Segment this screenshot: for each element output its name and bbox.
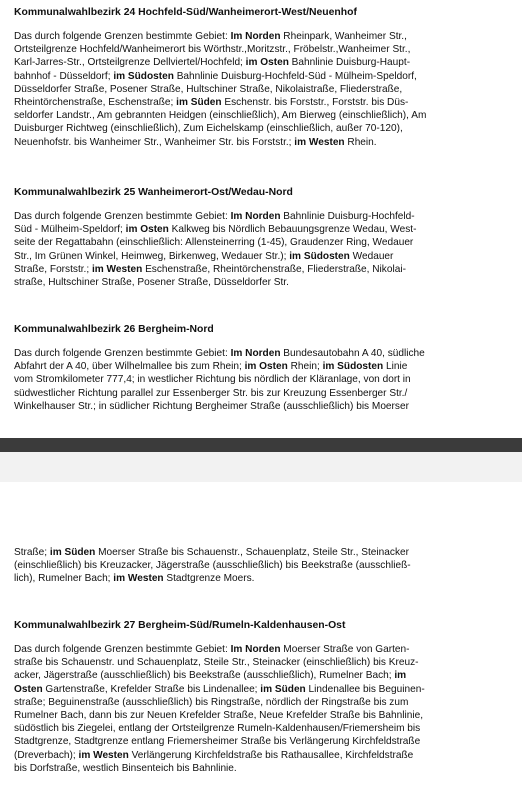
direction-label: im Osten [245, 57, 289, 69]
text-line [14, 722, 425, 735]
text-line [14, 347, 425, 360]
direction-label: im Westen [91, 263, 143, 275]
text-segment: lich), Rumelner Bach; [14, 573, 114, 585]
text-line [14, 735, 425, 748]
text-line [14, 43, 426, 56]
text-segment: Stadtgrenze Moers. [163, 573, 255, 585]
direction-label: im Westen [294, 136, 345, 148]
text-line [14, 56, 426, 69]
text-segment: bis Dorfstraße, westlich Binsenteich bis Bahnlinie. [14, 762, 237, 774]
text-line [14, 683, 425, 696]
section-body [14, 347, 425, 413]
text-segment: Straße, Forststr.; [14, 263, 92, 275]
text-segment: Kalkweg bis Nördlich Bebauungsgrenze Wedau, West- [168, 224, 417, 236]
text-line [14, 559, 411, 572]
page-separator-bar [0, 438, 522, 452]
direction-label: im Westen [113, 573, 164, 585]
text-segment: Eschenstr. bis Forststr., Forststr. bis Düs- [221, 97, 409, 109]
text-segment: vom Stromkilometer 777,4; in westlicher Richtung bis nördlich der Kläranlage, von dort in [14, 374, 411, 386]
direction-label: im Osten [125, 224, 169, 236]
section-title: Kommunalwahlbezirk 26 Bergheim-Nord [14, 324, 214, 335]
direction-label: Im Norden [230, 31, 281, 42]
text-line [14, 210, 416, 223]
direction-label: im Osten [244, 361, 288, 373]
text-segment: Rheinpark, Wanheimer Str., [280, 31, 407, 42]
text-segment: Karl-Jarres-Str., Ortsteilgrenze Dellviertel/Hochfeld; [14, 57, 246, 69]
text-segment: Rheintörchenstraße, Eschenstraße; [14, 97, 177, 109]
text-segment: Düsseldorfer Straße, Posener Straße, Hultschiner Straße, Nikolaistraße, Fliederstraße, [14, 83, 403, 95]
section-26 [14, 323, 425, 413]
text-line [14, 83, 426, 96]
text-segment: Gartenstraße, Krefelder Straße bis Lindenallee; [42, 683, 261, 695]
direction-label: im Süden [176, 97, 222, 109]
text-line [14, 387, 425, 400]
page-bottom [0, 482, 522, 793]
text-line [14, 223, 416, 236]
section-title: Kommunalwahlbezirk 25 Wanheimerort-Ost/Wedau-Nord [14, 187, 293, 198]
direction-label: im Südosten [289, 250, 350, 262]
direction-label: Im Norden [230, 211, 281, 222]
text-segment: Moerser Straße von Garten- [280, 644, 410, 655]
direction-label: im [394, 670, 407, 682]
text-line [14, 70, 426, 83]
text-line [14, 96, 426, 109]
text-segment: Rhein; [287, 361, 323, 373]
text-segment: straße; Beguinenstraße (ausschließlich) bis Ringstraße, nördlich der Ringstraße bis zum [14, 696, 409, 708]
text-segment: (Dreverbach); [14, 749, 79, 761]
text-line [14, 656, 425, 669]
section-27 [14, 619, 425, 775]
text-segment: Wedauer [349, 250, 394, 262]
direction-label: Im Norden [230, 348, 281, 359]
direction-label: Im Norden [230, 644, 281, 655]
text-segment: Rhein. [344, 136, 377, 148]
direction-label: im Süden [260, 683, 306, 695]
text-segment: Eschenstraße, Rheintörchenstraße, Fliederstraße, Nikolai- [142, 263, 406, 275]
text-line [14, 109, 426, 122]
section-title: Kommunalwahlbezirk 27 Bergheim-Süd/Rumeln-Kaldenhausen-Ost [14, 620, 346, 631]
text-line [14, 236, 416, 249]
text-segment: südwestlicher Richtung parallel zur Essenberger Str. bis zur Kreuzung Essenberger Str./ [14, 387, 408, 399]
text-segment: Straße; [14, 547, 50, 558]
text-line [14, 122, 426, 135]
text-segment: Duisburger Richtweg (einschließlich), Zum Eichelskamp (einschließlich, außer 70-120), [14, 123, 403, 135]
page-break [0, 438, 522, 482]
section-26-continuation [14, 546, 411, 586]
text-line [14, 30, 426, 43]
text-segment: Das durch folgende Grenzen bestimmte Gebiet: [14, 211, 231, 222]
section-body [14, 210, 416, 289]
text-line [14, 643, 425, 656]
text-segment: (einschließlich) bis Kreuzacker, Jägerstraße (ausschließlich) bis Beekstraße (ausschließ- [14, 560, 411, 572]
section-body [14, 643, 425, 775]
text-line [14, 263, 416, 276]
text-line [14, 136, 426, 149]
text-segment: südöstlich bis Ziegelei, entlang der Ortsteilgrenze Rumeln-Kaldenhausen/Friemersheim bis [14, 723, 421, 735]
direction-label: im Süden [49, 547, 96, 558]
direction-label: im Südosten [322, 361, 384, 373]
text-segment: straße bis Schauenstr. und Schauenplatz, Steile Str., Steinacker (einschließlich) bis Kreuz- [14, 657, 419, 669]
text-segment: Winkelhauser Str.; in südlicher Richtung Bergheimer Straße (ausschließlich) bis Moerser [14, 400, 409, 412]
text-line [14, 696, 425, 709]
text-segment: Bahnlinie Duisburg-Hochfeld-Süd - Mülheim-Speldorf, [173, 70, 417, 82]
text-segment: Bahnlinie Duisburg-Hochfeld- [280, 211, 415, 222]
text-line [14, 572, 411, 585]
text-segment: Neuenhofstr. bis Wanheimer Str., Wanheimer Str. bis Forststr.; [14, 136, 295, 148]
text-segment: seite der Regattabahn (einschließlich: Allensteinerring (1-45), Graudenzer Ring, Wedauer [14, 237, 414, 249]
text-segment: Das durch folgende Grenzen bestimmte Gebiet: [14, 348, 231, 359]
text-line [14, 250, 416, 263]
text-segment: straße, Hultschiner Straße, Posener Straße, Düsseldorfer Str. [14, 277, 289, 289]
text-line [14, 373, 425, 386]
text-segment: Bundesautobahn A 40, südliche [280, 348, 425, 359]
text-line [14, 276, 416, 289]
text-segment: Das durch folgende Grenzen bestimmte Gebiet: [14, 31, 231, 42]
direction-label: im Südosten [113, 70, 174, 82]
text-line [14, 546, 411, 559]
text-segment: seldorfer Landstr., Am gebrannten Heidgen (einschließlich), Am Bierweg (einschließlich), Am [14, 110, 427, 122]
text-segment: Stadtgrenze, Stadtgrenze entlang Friemersheimer Straße bis Verlängerung Kirchfeldstraße [14, 736, 421, 748]
section-body [14, 546, 411, 586]
text-segment: Lindenallee bis Beguinen- [305, 683, 425, 695]
section-title: Kommunalwahlbezirk 24 Hochfeld-Süd/Wanheimerort-West/Neuenhof [14, 7, 357, 18]
text-segment: Str., Im Grünen Winkel, Heimweg, Birkenweg, Wedauer Str.); [14, 250, 290, 262]
direction-label: Osten [14, 683, 43, 695]
section-24 [14, 6, 426, 149]
text-segment: Das durch folgende Grenzen bestimmte Gebiet: [14, 644, 231, 655]
text-segment: acker, Jägerstraße (ausschließlich) bis Beekstraße (ausschließlich), Rumelner Bach; [14, 670, 395, 682]
text-segment: Verlängerung Kirchfeldstraße bis Rathausallee, Kirchfeldstraße [128, 749, 414, 761]
text-line [14, 400, 425, 413]
text-line [14, 709, 425, 722]
text-segment: Ortsteilgrenze Hochfeld/Wanheimerort bis Wörthstr.,Moritzstr., Fröbelstr.,Wanheimer Str., [14, 44, 411, 56]
direction-label: im Westen [78, 749, 129, 761]
section-body [14, 30, 426, 149]
text-line [14, 669, 425, 682]
text-segment: Abfahrt der A 40, über Wilhelmallee bis zum Rhein; [14, 361, 245, 373]
text-line [14, 360, 425, 373]
text-segment: Linie [383, 361, 408, 373]
text-segment: Moerser Straße bis Schauenstr., Schauenplatz, Steile Str., Steinacker [95, 547, 409, 558]
text-line [14, 749, 425, 762]
text-segment: Rumelner Bach, dann bis zur Neuen Krefelder Straße, Neue Krefelder Straße bis Bahnlinie, [14, 710, 424, 722]
text-segment: Süd - Mülheim-Speldorf; [14, 224, 126, 236]
text-segment: bahnhof - Düsseldorf; [14, 70, 114, 82]
text-segment: Bahnlinie Duisburg-Haupt- [288, 57, 411, 69]
text-line [14, 762, 425, 775]
section-25 [14, 186, 416, 289]
